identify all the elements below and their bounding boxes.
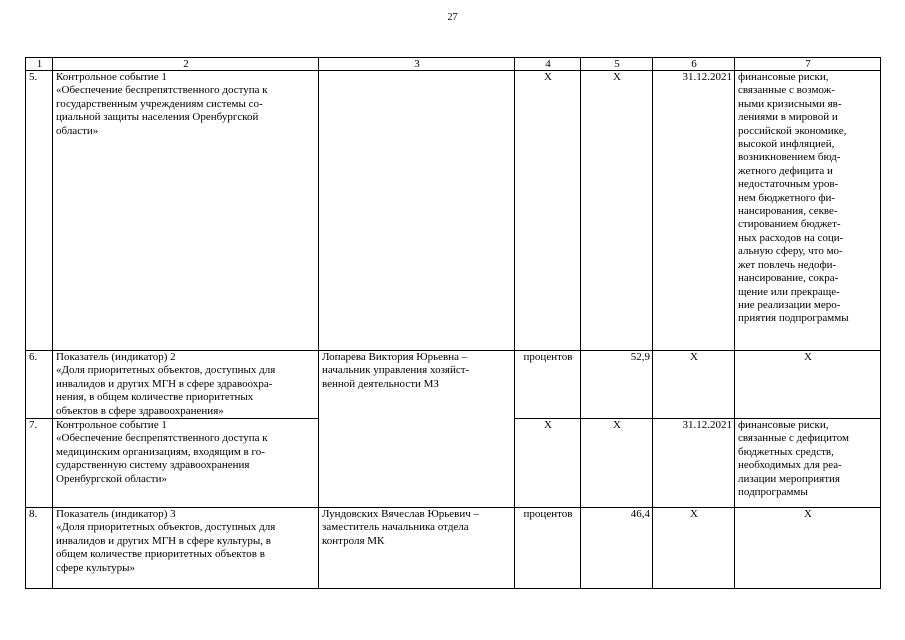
row-name-line: Показатель (индикатор) 3 <box>56 508 176 521</box>
row-risks-line: нансирование, сокра- <box>738 272 839 285</box>
row-unit: процентов <box>515 508 581 589</box>
row-risks-line: возникновением бюд- <box>738 151 841 164</box>
row-name-line: «Доля приоритетных объектов, доступных для <box>56 521 276 534</box>
column-header-6: 6 <box>653 58 735 71</box>
row-responsible-line: Лопарева Виктория Юрьевна – <box>322 351 468 363</box>
header-row <box>26 58 881 71</box>
row-responsible <box>319 351 515 508</box>
row-risks-line: ными кризисными яв- <box>738 97 842 110</box>
table-row-6 <box>26 351 881 419</box>
row-name <box>53 508 319 589</box>
row-value: Х <box>581 71 653 351</box>
row-name <box>53 351 319 419</box>
row-name-line: общем количестве приоритетных объектов в <box>56 548 265 561</box>
row-name-line: Контрольное событие 1 <box>56 419 167 432</box>
column-header-5: 5 <box>581 58 653 71</box>
row-risks-line: связанные с возмож- <box>738 84 835 97</box>
row-name-line: циальной защиты населения Оренбургской <box>56 111 259 124</box>
row-value: Х <box>581 419 653 508</box>
row-responsible-line: Лундовских Вячеслав Юрьевич – <box>322 508 480 521</box>
row-risks-line: недостаточным уров- <box>738 178 839 191</box>
row-risks-line: ных расходов на соци- <box>738 231 844 244</box>
row-name-line: «Обеспечение беспрепятственного доступа к <box>56 84 268 97</box>
row-name <box>53 419 319 508</box>
row-date: 31.12.2021 <box>653 71 735 351</box>
column-header-1: 1 <box>26 58 53 71</box>
row-risks-line: лениями в мировой и <box>738 111 838 124</box>
column-header-2: 2 <box>53 58 319 71</box>
row-risks: Х <box>735 508 881 589</box>
row-name-line: нения, в общем количестве приоритетных <box>56 391 254 404</box>
row-value: 52,9 <box>581 351 653 419</box>
table-row-8 <box>26 508 881 589</box>
row-risks-line: высокой инфляцией, <box>738 138 835 151</box>
row-risks-line: щение или прекраще- <box>738 285 840 298</box>
row-name-line: сфере культуры» <box>56 561 136 574</box>
row-name-line: «Обеспечение беспрепятственного доступа к <box>56 432 268 445</box>
row-responsible-line: венной деятельности МЗ <box>322 377 439 390</box>
row-risks-line: необходимых для реа- <box>738 459 842 472</box>
row-name-line: государственным учреждениям системы со- <box>56 97 263 110</box>
row-name-line: объектов в сфере здравоохранения» <box>56 404 224 417</box>
row-risks-line: лизации мероприятия <box>738 472 840 485</box>
row-value: 46,4 <box>581 508 653 589</box>
row-name-line: инвалидов и других МГН в сфере здравоохра- <box>56 377 273 390</box>
row-risks-line: финансовые риски, <box>738 419 829 432</box>
row-risks-line: финансовые риски, <box>738 71 829 83</box>
row-number: 6. <box>26 351 53 419</box>
row-name-line: Контрольное событие 1 <box>56 71 167 83</box>
row-risks-line: альную сферу, что мо- <box>738 245 843 258</box>
row-risks <box>735 71 881 351</box>
row-name-line: медицинским организациям, входящим в го- <box>56 445 265 458</box>
row-date: Х <box>653 351 735 419</box>
row-unit: процентов <box>515 351 581 419</box>
page-number: 27 <box>447 12 458 23</box>
row-number: 5. <box>26 71 53 351</box>
row-name-line: Показатель (индикатор) 2 <box>56 351 176 363</box>
table-row-5 <box>26 71 881 351</box>
row-name <box>53 71 319 351</box>
row-responsible-line: заместитель начальника отдела <box>322 521 469 534</box>
row-date: 31.12.2021 <box>653 419 735 508</box>
row-risks <box>735 419 881 508</box>
row-risks-line: российской экономике, <box>738 124 847 137</box>
row-risks-line: нансирования, секве- <box>738 205 838 218</box>
row-risks-line: подпрограммы <box>738 486 808 499</box>
row-risks-line: связанные с дефицитом <box>738 432 849 445</box>
row-date: Х <box>653 508 735 589</box>
column-header-3: 3 <box>319 58 515 71</box>
row-responsible <box>319 508 515 589</box>
row-name-line: инвалидов и других МГН в сфере культуры, в <box>56 534 271 547</box>
row-risks-line: ние реализации меро- <box>738 298 841 311</box>
column-header-4: 4 <box>515 58 581 71</box>
row-responsible <box>319 71 515 351</box>
row-name-line: «Доля приоритетных объектов, доступных для <box>56 364 276 377</box>
row-name-line: сударственную систему здравоохранения <box>56 459 250 472</box>
row-risks-line: нем бюджетного фи- <box>738 191 836 204</box>
row-number: 7. <box>26 419 53 508</box>
row-risks-line: бюджетных средств, <box>738 445 834 458</box>
row-risks-line: жетного дефицита и <box>738 164 833 177</box>
row-responsible-line: контроля МК <box>322 534 385 547</box>
row-responsible-line: начальник управления хозяйст- <box>322 364 470 377</box>
row-risks-line: жет повлечь недофи- <box>738 258 837 271</box>
row-risks: Х <box>735 351 881 419</box>
row-risks-line: стированием бюджет- <box>738 218 841 231</box>
row-unit: Х <box>515 71 581 351</box>
row-number: 8. <box>26 508 53 589</box>
row-name-line: Оренбургской области» <box>56 472 167 485</box>
column-header-7: 7 <box>735 58 881 71</box>
document-table <box>25 57 881 589</box>
row-unit: Х <box>515 419 581 508</box>
row-name-line: области» <box>56 124 99 137</box>
row-risks-line: приятия подпрограммы <box>738 312 849 325</box>
